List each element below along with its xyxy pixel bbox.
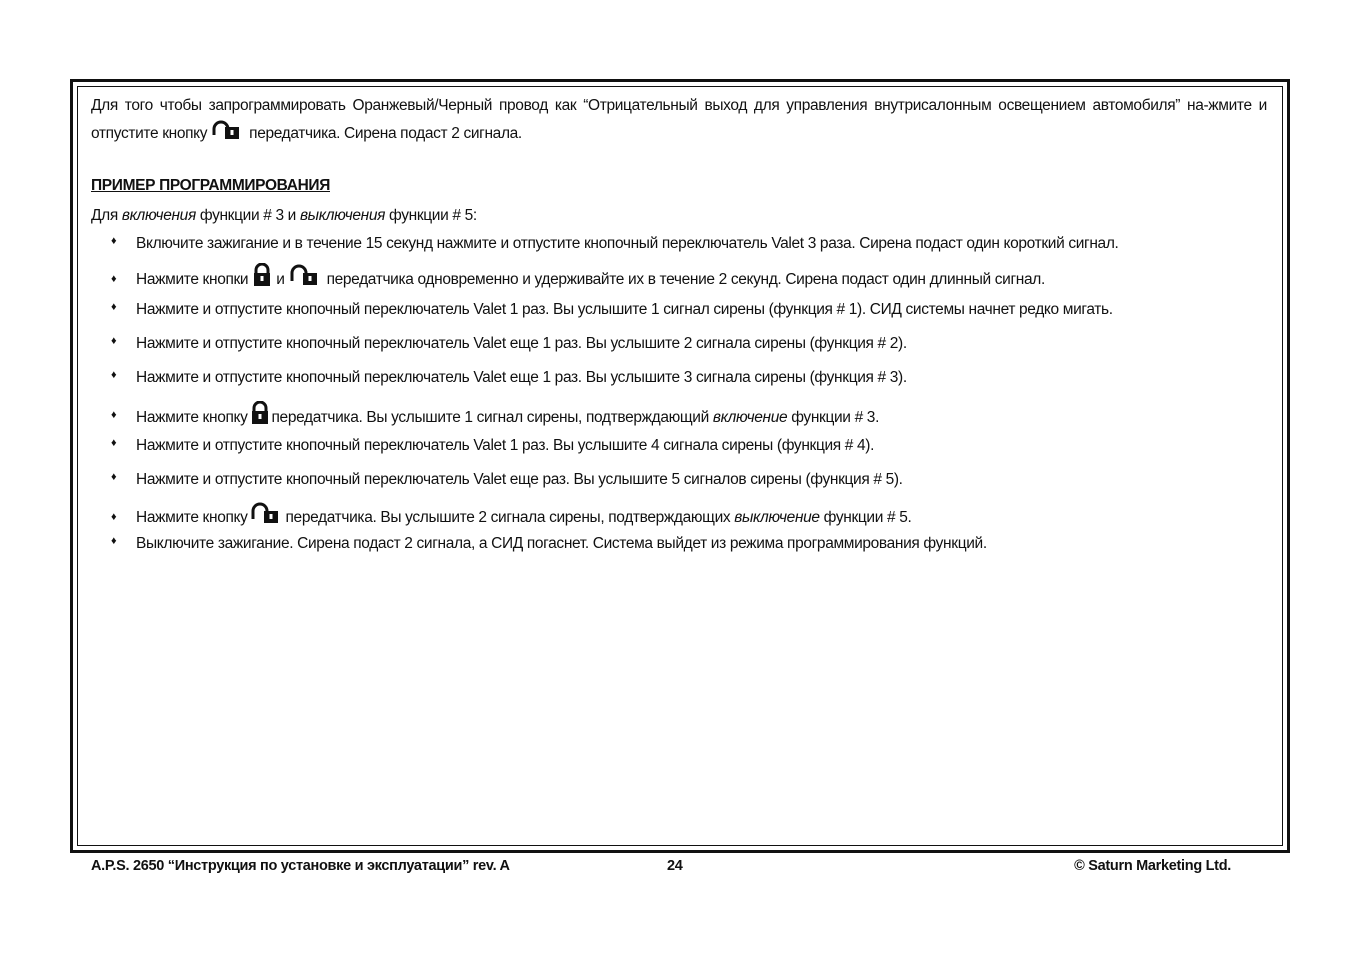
- step-text: Нажмите и отпустите кнопочный переключатель Valet еще 1 раз. Вы услышите 3 сигнала сирены (функция # 3).: [136, 369, 907, 386]
- list-item: [91, 535, 1267, 569]
- example-text: функции # 3 и: [195, 207, 300, 224]
- example-em-on: включения: [121, 207, 196, 224]
- list-item: [91, 401, 1267, 439]
- bullet-icon: ♦: [111, 235, 117, 247]
- bullet-icon: ♦: [111, 471, 117, 483]
- list-item: [91, 437, 1267, 471]
- example-intro: [91, 207, 477, 225]
- footer-copyright: © Saturn Marketing Ltd.: [1074, 858, 1231, 874]
- step-text: Выключите зажигание. Сирена подаст 2 сигнала, а СИД погаснет. Система выйдет из режима программирования функций.: [136, 535, 987, 552]
- example-text: Для: [91, 207, 122, 224]
- step-text: передатчика. Вы услышите 2 сигнала сирены, подтверждающих: [285, 509, 735, 526]
- step-text: Нажмите кнопку: [136, 509, 248, 526]
- lock-closed-icon: [252, 263, 272, 292]
- footer-title: A.P.S. 2650 “Инструкция по установке и эксплуатации” rev. A: [91, 858, 510, 874]
- step-emphasis: выключение: [734, 509, 820, 526]
- section-heading: ПРИМЕР ПРОГРАММИРОВАНИЯ: [91, 177, 330, 194]
- page-content: [91, 92, 1267, 552]
- intro-text: Для того чтобы запрограммировать Оранжевый/Черный провод как “Отрицательный выход для управления внутрисалонным освещением автомобиля” на-жмите и отпустите кнопку: [91, 97, 1267, 142]
- example-em-off: выключения: [299, 207, 386, 224]
- page-number: 24: [667, 858, 683, 874]
- list-item: [91, 335, 1267, 369]
- bullet-icon: ♦: [111, 369, 117, 381]
- step-text: функции # 3.: [787, 409, 880, 426]
- step-text: Нажмите и отпустите кнопочный переключатель Valet 1 раз. Вы услышите 1 сигнал сирены (функция # 1). СИД системы начнет редко мигать.: [136, 301, 1113, 318]
- bullet-icon: ♦: [111, 511, 117, 523]
- step-text: Нажмите и отпустите кнопочный переключатель Valet 1 раз. Вы услышите 4 сигнала сирены (функция # 4).: [136, 437, 875, 454]
- step-text: Нажмите кнопку: [136, 409, 248, 426]
- list-item: [91, 369, 1267, 403]
- step-text: Нажмите и отпустите кнопочный переключатель Valet еще 1 раз. Вы услышите 2 сигнала сирены (функция # 2).: [136, 335, 907, 352]
- bullet-icon: ♦: [111, 437, 117, 449]
- step-text: Нажмите и отпустите кнопочный переключатель Valet еще раз. Вы услышите 5 сигналов сирены (функция # 5).: [136, 471, 903, 488]
- step-text: функции # 5.: [819, 509, 912, 526]
- lock-open-icon: [289, 263, 323, 292]
- list-item: [91, 301, 1267, 335]
- step-text: передатчика одновременно и удерживайте их в течение 2 секунд. Сирена подаст один длинный сигнал.: [326, 271, 1045, 288]
- lock-closed-icon: [250, 401, 270, 430]
- lock-open-icon: [211, 119, 245, 150]
- list-item: [91, 263, 1267, 297]
- bullet-icon: ♦: [111, 409, 117, 421]
- intro-paragraph: [91, 92, 1267, 150]
- list-item: [91, 501, 1267, 539]
- example-text: функции # 5:: [385, 207, 477, 224]
- step-text: Нажмите кнопки: [136, 271, 249, 288]
- steps-list: [91, 235, 1267, 569]
- step-text: передатчика. Вы услышите 1 сигнал сирены, подтверждающий: [271, 409, 713, 426]
- step-text: Включите зажигание и в течение 15 секунд нажмите и отпустите кнопочный переключатель Valet 3 раза. Сирена подаст один короткий сигнал.: [136, 235, 1119, 252]
- bullet-icon: ♦: [111, 535, 117, 547]
- step-text: и: [276, 271, 285, 288]
- step-emphasis: включение: [712, 409, 788, 426]
- lock-open-icon: [250, 501, 284, 530]
- bullet-icon: ♦: [111, 335, 117, 347]
- bullet-icon: ♦: [111, 301, 117, 313]
- intro-text-after: передатчика. Сирена подаст 2 сигнала.: [249, 125, 522, 142]
- bullet-icon: ♦: [111, 273, 117, 285]
- list-item: [91, 471, 1267, 505]
